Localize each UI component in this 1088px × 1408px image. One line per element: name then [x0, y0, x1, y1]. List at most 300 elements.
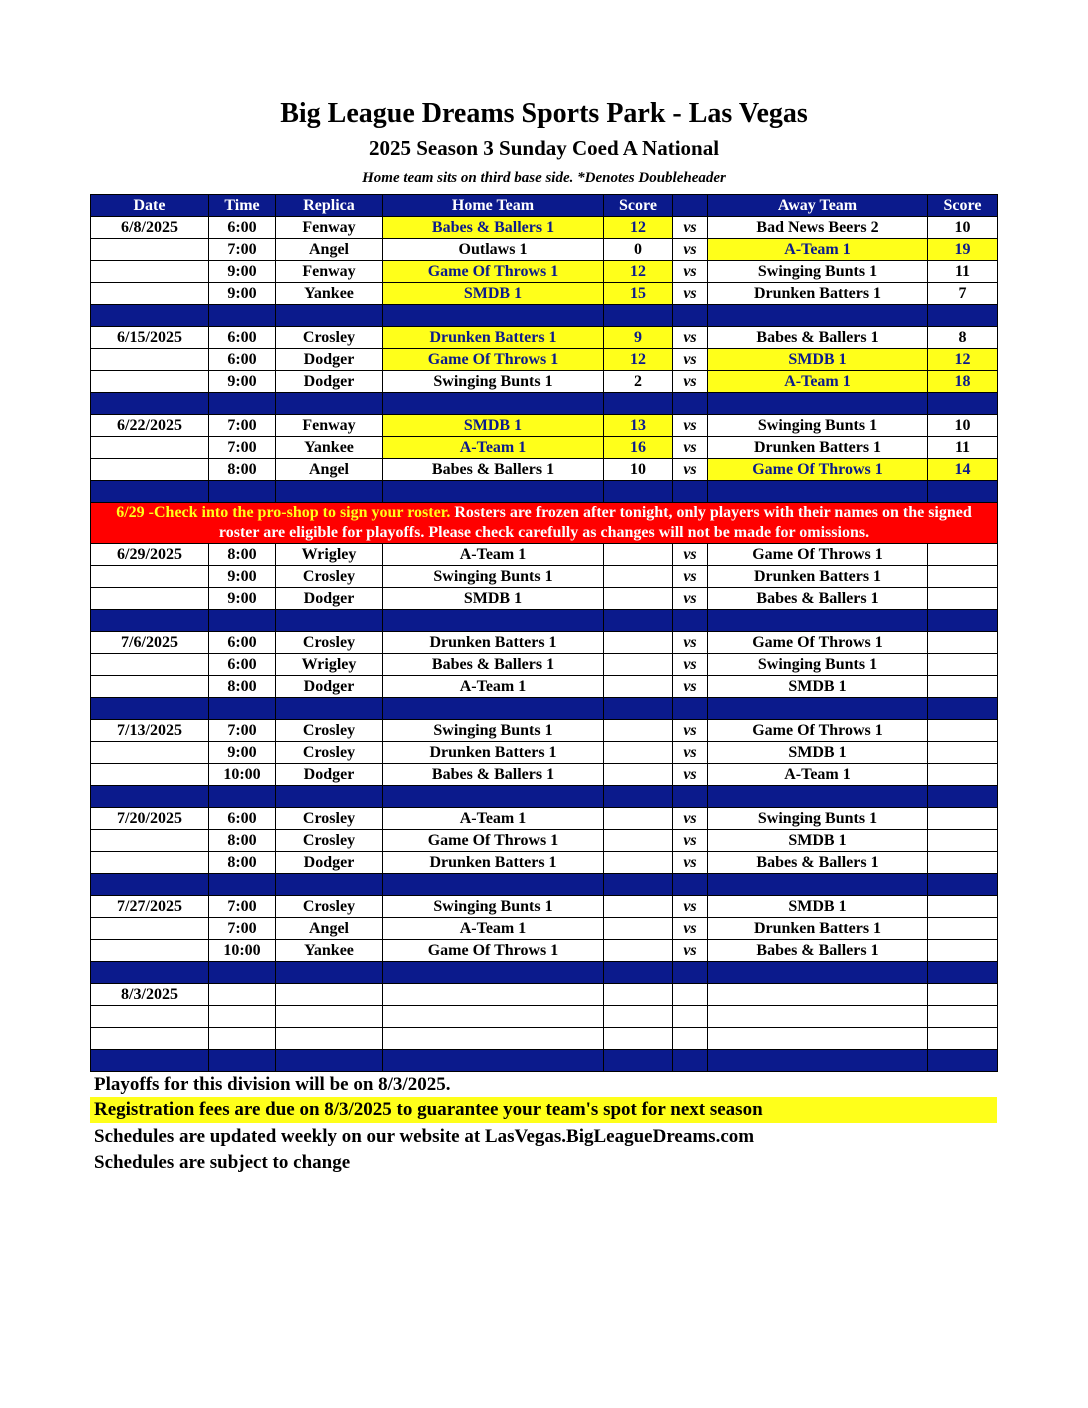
- vs-cell: vs: [673, 896, 708, 918]
- separator-cell: [276, 874, 383, 896]
- home-score-cell: [604, 588, 673, 610]
- away-score-cell: [928, 720, 998, 742]
- away-score-cell: [928, 742, 998, 764]
- home-team-cell: SMDB 1: [383, 283, 604, 305]
- separator-cell: [209, 610, 276, 632]
- separator-cell: [91, 786, 209, 808]
- field-cell: [276, 984, 383, 1006]
- separator-cell: [928, 962, 998, 984]
- separator-cell: [276, 786, 383, 808]
- date-cell: 6/15/2025: [91, 327, 209, 349]
- date-cell: 6/29/2025: [91, 544, 209, 566]
- game-row: [91, 720, 998, 742]
- date-cell: 7/27/2025: [91, 896, 209, 918]
- game-row: [91, 371, 998, 393]
- separator-cell: [383, 698, 604, 720]
- col-away-score: Score: [928, 195, 998, 217]
- week-separator-row: [91, 874, 998, 896]
- separator-cell: [276, 962, 383, 984]
- separator-cell: [928, 481, 998, 503]
- time-cell: [209, 984, 276, 1006]
- away-score-cell: 10: [928, 217, 998, 239]
- time-cell: 6:00: [209, 327, 276, 349]
- separator-cell: [383, 393, 604, 415]
- game-row: [91, 896, 998, 918]
- date-cell: 7/6/2025: [91, 632, 209, 654]
- game-row: [91, 940, 998, 962]
- game-row: [91, 437, 998, 459]
- week-separator-row: [91, 305, 998, 327]
- separator-cell: [673, 786, 708, 808]
- date-cell: 6/22/2025: [91, 415, 209, 437]
- separator-cell: [383, 786, 604, 808]
- vs-cell: vs: [673, 940, 708, 962]
- separator-cell: [708, 393, 928, 415]
- home-score-cell: [604, 720, 673, 742]
- roster-notice: [91, 503, 998, 544]
- away-score-cell: 19: [928, 239, 998, 261]
- away-score-cell: 11: [928, 261, 998, 283]
- time-cell: 6:00: [209, 217, 276, 239]
- date-cell: [91, 830, 209, 852]
- footer-playoffs: Playoffs for this division will be on 8/3/2025.: [94, 1074, 451, 1095]
- schedule-table: [90, 194, 998, 1072]
- away-score-cell: [928, 654, 998, 676]
- game-row: [91, 349, 998, 371]
- week-separator-row: [91, 1050, 998, 1072]
- separator-cell: [673, 962, 708, 984]
- home-team-cell: A-Team 1: [383, 918, 604, 940]
- away-team-cell: Bad News Beers 2: [708, 217, 928, 239]
- away-score-cell: [928, 852, 998, 874]
- home-team-cell: SMDB 1: [383, 415, 604, 437]
- game-row: [91, 1006, 998, 1028]
- away-team-cell: Swinging Bunts 1: [708, 654, 928, 676]
- field-cell: Angel: [276, 239, 383, 261]
- time-cell: [209, 1028, 276, 1050]
- separator-cell: [209, 962, 276, 984]
- separator-cell: [383, 481, 604, 503]
- away-score-cell: 7: [928, 283, 998, 305]
- field-cell: Fenway: [276, 217, 383, 239]
- time-cell: 7:00: [209, 896, 276, 918]
- separator-cell: [928, 305, 998, 327]
- field-cell: Crosley: [276, 566, 383, 588]
- field-cell: Wrigley: [276, 654, 383, 676]
- separator-cell: [276, 610, 383, 632]
- field-cell: Crosley: [276, 327, 383, 349]
- away-score-cell: [928, 896, 998, 918]
- away-team-cell: Game Of Throws 1: [708, 632, 928, 654]
- home-score-cell: [604, 654, 673, 676]
- separator-cell: [276, 698, 383, 720]
- separator-cell: [276, 305, 383, 327]
- time-cell: 7:00: [209, 437, 276, 459]
- schedule-body: [91, 217, 998, 1072]
- separator-cell: [383, 962, 604, 984]
- separator-cell: [383, 610, 604, 632]
- away-team-cell: A-Team 1: [708, 764, 928, 786]
- home-score-cell: 16: [604, 437, 673, 459]
- home-team-cell: Outlaws 1: [383, 239, 604, 261]
- home-team-cell: Babes & Ballers 1: [383, 217, 604, 239]
- col-home-team: Home Team: [383, 195, 604, 217]
- week-separator-row: [91, 962, 998, 984]
- home-team-cell: Babes & Ballers 1: [383, 459, 604, 481]
- home-team-cell: Game Of Throws 1: [383, 830, 604, 852]
- home-team-cell: Drunken Batters 1: [383, 327, 604, 349]
- separator-cell: [604, 786, 673, 808]
- vs-cell: vs: [673, 217, 708, 239]
- separator-cell: [673, 698, 708, 720]
- away-team-cell: SMDB 1: [708, 742, 928, 764]
- footer-subject-to-change: Schedules are subject to change: [94, 1152, 351, 1173]
- away-team-cell: Drunken Batters 1: [708, 566, 928, 588]
- game-row: [91, 830, 998, 852]
- away-team-cell: A-Team 1: [708, 371, 928, 393]
- away-score-cell: [928, 830, 998, 852]
- vs-cell: vs: [673, 742, 708, 764]
- away-score-cell: 8: [928, 327, 998, 349]
- home-score-cell: [604, 830, 673, 852]
- separator-cell: [209, 393, 276, 415]
- field-cell: Dodger: [276, 676, 383, 698]
- vs-cell: vs: [673, 588, 708, 610]
- time-cell: 8:00: [209, 830, 276, 852]
- time-cell: 8:00: [209, 852, 276, 874]
- time-cell: 9:00: [209, 742, 276, 764]
- roster-notice-highlight: 6/29 -Check into the pro-shop to sign your roster.: [116, 504, 451, 521]
- home-team-cell: Game Of Throws 1: [383, 940, 604, 962]
- home-score-cell: 15: [604, 283, 673, 305]
- separator-cell: [209, 698, 276, 720]
- away-score-cell: [928, 1028, 998, 1050]
- away-team-cell: Swinging Bunts 1: [708, 415, 928, 437]
- game-row: [91, 459, 998, 481]
- home-score-cell: 12: [604, 349, 673, 371]
- date-cell: [91, 239, 209, 261]
- separator-cell: [91, 305, 209, 327]
- vs-cell: vs: [673, 720, 708, 742]
- field-cell: Yankee: [276, 437, 383, 459]
- date-cell: [91, 940, 209, 962]
- week-separator-row: [91, 481, 998, 503]
- away-score-cell: [928, 940, 998, 962]
- vs-cell: vs: [673, 327, 708, 349]
- time-cell: 9:00: [209, 283, 276, 305]
- header-note: Home team sits on third base side. *Denotes Doubleheader: [362, 170, 726, 186]
- separator-cell: [708, 874, 928, 896]
- date-cell: [91, 283, 209, 305]
- home-score-cell: [604, 742, 673, 764]
- away-team-cell: Swinging Bunts 1: [708, 808, 928, 830]
- field-cell: Crosley: [276, 830, 383, 852]
- home-score-cell: [604, 566, 673, 588]
- field-cell: Crosley: [276, 720, 383, 742]
- vs-cell: vs: [673, 261, 708, 283]
- away-team-cell: [708, 1006, 928, 1028]
- separator-cell: [928, 786, 998, 808]
- home-score-cell: 2: [604, 371, 673, 393]
- separator-cell: [91, 874, 209, 896]
- time-cell: 8:00: [209, 676, 276, 698]
- separator-cell: [708, 786, 928, 808]
- date-cell: [91, 261, 209, 283]
- away-team-cell: Drunken Batters 1: [708, 918, 928, 940]
- time-cell: 9:00: [209, 566, 276, 588]
- date-cell: [91, 764, 209, 786]
- separator-cell: [209, 874, 276, 896]
- time-cell: 8:00: [209, 459, 276, 481]
- date-cell: [91, 742, 209, 764]
- separator-cell: [673, 874, 708, 896]
- away-score-cell: [928, 588, 998, 610]
- footer-registration: Registration fees are due on 8/3/2025 to guarantee your team's spot for next season: [90, 1097, 997, 1123]
- time-cell: 6:00: [209, 349, 276, 371]
- home-team-cell: A-Team 1: [383, 808, 604, 830]
- away-score-cell: [928, 676, 998, 698]
- separator-cell: [604, 481, 673, 503]
- home-team-cell: Game Of Throws 1: [383, 261, 604, 283]
- vs-cell: vs: [673, 437, 708, 459]
- time-cell: 10:00: [209, 764, 276, 786]
- vs-cell: vs: [673, 654, 708, 676]
- home-team-cell: Drunken Batters 1: [383, 632, 604, 654]
- vs-cell: vs: [673, 459, 708, 481]
- away-score-cell: 14: [928, 459, 998, 481]
- vs-cell: [673, 1006, 708, 1028]
- away-score-cell: [928, 918, 998, 940]
- separator-cell: [604, 874, 673, 896]
- game-row: [91, 1028, 998, 1050]
- field-cell: Yankee: [276, 940, 383, 962]
- away-team-cell: [708, 1028, 928, 1050]
- away-team-cell: Drunken Batters 1: [708, 283, 928, 305]
- col-away-team: Away Team: [708, 195, 928, 217]
- home-team-cell: Swinging Bunts 1: [383, 720, 604, 742]
- week-separator-row: [91, 698, 998, 720]
- vs-cell: vs: [673, 415, 708, 437]
- time-cell: 6:00: [209, 808, 276, 830]
- roster-notice-row: [91, 503, 998, 544]
- game-row: [91, 654, 998, 676]
- separator-cell: [276, 1050, 383, 1072]
- date-cell: 7/20/2025: [91, 808, 209, 830]
- week-separator-row: [91, 393, 998, 415]
- vs-cell: vs: [673, 808, 708, 830]
- date-cell: [91, 566, 209, 588]
- col-time: Time: [209, 195, 276, 217]
- time-cell: 6:00: [209, 632, 276, 654]
- away-score-cell: [928, 808, 998, 830]
- home-team-cell: Drunken Batters 1: [383, 852, 604, 874]
- away-score-cell: [928, 566, 998, 588]
- away-score-cell: [928, 632, 998, 654]
- away-score-cell: [928, 544, 998, 566]
- date-cell: [91, 437, 209, 459]
- game-row: [91, 808, 998, 830]
- vs-cell: vs: [673, 239, 708, 261]
- away-score-cell: 11: [928, 437, 998, 459]
- date-cell: [91, 852, 209, 874]
- home-score-cell: [604, 940, 673, 962]
- footer-website: Schedules are updated weekly on our website at LasVegas.BigLeagueDreams.com: [94, 1126, 755, 1147]
- field-cell: Crosley: [276, 896, 383, 918]
- away-team-cell: Babes & Ballers 1: [708, 940, 928, 962]
- home-score-cell: [604, 808, 673, 830]
- vs-cell: vs: [673, 632, 708, 654]
- away-team-cell: Game Of Throws 1: [708, 720, 928, 742]
- separator-cell: [708, 962, 928, 984]
- separator-cell: [91, 481, 209, 503]
- game-row: [91, 415, 998, 437]
- date-cell: [91, 459, 209, 481]
- field-cell: Angel: [276, 459, 383, 481]
- vs-cell: vs: [673, 764, 708, 786]
- field-cell: Yankee: [276, 283, 383, 305]
- home-score-cell: 12: [604, 217, 673, 239]
- game-row: [91, 544, 998, 566]
- vs-cell: vs: [673, 349, 708, 371]
- away-team-cell: Babes & Ballers 1: [708, 588, 928, 610]
- away-team-cell: Babes & Ballers 1: [708, 327, 928, 349]
- field-cell: Dodger: [276, 371, 383, 393]
- separator-cell: [604, 962, 673, 984]
- home-score-cell: [604, 1006, 673, 1028]
- field-cell: Dodger: [276, 349, 383, 371]
- vs-cell: vs: [673, 918, 708, 940]
- game-row: [91, 566, 998, 588]
- separator-cell: [673, 305, 708, 327]
- vs-cell: [673, 984, 708, 1006]
- field-cell: Wrigley: [276, 544, 383, 566]
- separator-cell: [673, 393, 708, 415]
- home-team-cell: Swinging Bunts 1: [383, 566, 604, 588]
- date-cell: [91, 654, 209, 676]
- week-separator-row: [91, 786, 998, 808]
- away-team-cell: SMDB 1: [708, 830, 928, 852]
- separator-cell: [209, 481, 276, 503]
- separator-cell: [91, 698, 209, 720]
- away-team-cell: [708, 984, 928, 1006]
- separator-cell: [708, 481, 928, 503]
- home-score-cell: 12: [604, 261, 673, 283]
- separator-cell: [928, 698, 998, 720]
- separator-cell: [209, 1050, 276, 1072]
- separator-cell: [928, 874, 998, 896]
- date-cell: [91, 1006, 209, 1028]
- separator-cell: [604, 698, 673, 720]
- vs-cell: vs: [673, 371, 708, 393]
- away-team-cell: SMDB 1: [708, 349, 928, 371]
- home-team-cell: A-Team 1: [383, 437, 604, 459]
- field-cell: Angel: [276, 918, 383, 940]
- separator-cell: [604, 1050, 673, 1072]
- date-cell: [91, 588, 209, 610]
- separator-cell: [604, 305, 673, 327]
- separator-cell: [673, 610, 708, 632]
- vs-cell: [673, 1028, 708, 1050]
- separator-cell: [604, 393, 673, 415]
- time-cell: 10:00: [209, 940, 276, 962]
- time-cell: 7:00: [209, 918, 276, 940]
- vs-cell: vs: [673, 544, 708, 566]
- home-score-cell: [604, 984, 673, 1006]
- home-score-cell: [604, 896, 673, 918]
- away-score-cell: 10: [928, 415, 998, 437]
- separator-cell: [673, 481, 708, 503]
- date-cell: [91, 349, 209, 371]
- time-cell: 7:00: [209, 239, 276, 261]
- col-vs: [673, 195, 708, 217]
- separator-cell: [276, 481, 383, 503]
- page-subtitle: 2025 Season 3 Sunday Coed A National: [368, 136, 720, 160]
- separator-cell: [708, 305, 928, 327]
- separator-cell: [91, 393, 209, 415]
- away-team-cell: Babes & Ballers 1: [708, 852, 928, 874]
- separator-cell: [91, 962, 209, 984]
- game-row: [91, 588, 998, 610]
- home-team-cell: Game Of Throws 1: [383, 349, 604, 371]
- time-cell: 7:00: [209, 415, 276, 437]
- home-score-cell: [604, 918, 673, 940]
- away-score-cell: [928, 1006, 998, 1028]
- away-score-cell: 12: [928, 349, 998, 371]
- vs-cell: vs: [673, 283, 708, 305]
- date-cell: [91, 371, 209, 393]
- time-cell: 9:00: [209, 371, 276, 393]
- game-row: [91, 283, 998, 305]
- time-cell: 7:00: [209, 720, 276, 742]
- separator-cell: [383, 874, 604, 896]
- home-team-cell: A-Team 1: [383, 676, 604, 698]
- home-team-cell: Babes & Ballers 1: [383, 764, 604, 786]
- vs-cell: vs: [673, 676, 708, 698]
- game-row: [91, 742, 998, 764]
- separator-cell: [209, 305, 276, 327]
- game-row: [91, 261, 998, 283]
- home-score-cell: [604, 1028, 673, 1050]
- home-team-cell: Swinging Bunts 1: [383, 371, 604, 393]
- field-cell: [276, 1006, 383, 1028]
- away-score-cell: 18: [928, 371, 998, 393]
- col-date: Date: [91, 195, 209, 217]
- game-row: [91, 327, 998, 349]
- date-cell: 6/8/2025: [91, 217, 209, 239]
- field-cell: Crosley: [276, 632, 383, 654]
- separator-cell: [708, 1050, 928, 1072]
- separator-cell: [91, 1050, 209, 1072]
- home-team-cell: [383, 1006, 604, 1028]
- separator-cell: [91, 610, 209, 632]
- time-cell: 8:00: [209, 544, 276, 566]
- game-row: [91, 217, 998, 239]
- col-home-score: Score: [604, 195, 673, 217]
- separator-cell: [928, 1050, 998, 1072]
- separator-cell: [708, 610, 928, 632]
- home-score-cell: [604, 764, 673, 786]
- home-score-cell: 10: [604, 459, 673, 481]
- away-score-cell: [928, 984, 998, 1006]
- separator-cell: [928, 393, 998, 415]
- field-cell: Dodger: [276, 588, 383, 610]
- away-score-cell: [928, 764, 998, 786]
- date-cell: [91, 918, 209, 940]
- date-cell: 7/13/2025: [91, 720, 209, 742]
- game-row: [91, 676, 998, 698]
- date-cell: [91, 676, 209, 698]
- home-team-cell: Swinging Bunts 1: [383, 896, 604, 918]
